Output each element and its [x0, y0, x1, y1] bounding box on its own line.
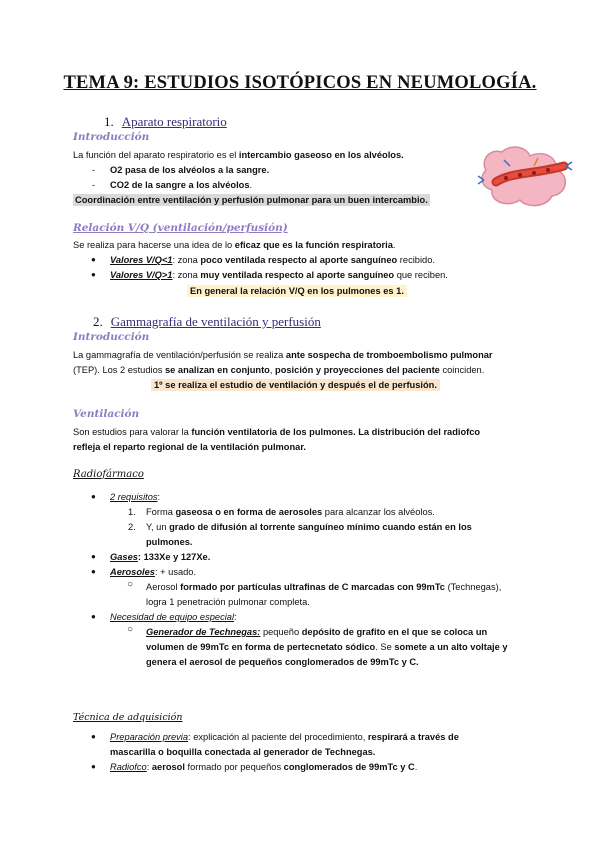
dash-item-text: CO2 de la sangre a los alvéolos.	[110, 180, 253, 190]
list-item-cont: volumen de 99mTc en forma de pertecnetato sódico. Se somete a un alto voltaje y	[146, 642, 508, 652]
list-item: Y, un grado de difusión al torrente sanguíneo mínimo cuando están en los	[146, 522, 472, 532]
list-item: 2 requisitos:	[110, 492, 161, 502]
dash-item: -	[92, 180, 96, 190]
list-num: 2.	[128, 522, 136, 532]
bullet-icon: ●	[91, 732, 96, 741]
bullet-icon: ●	[91, 567, 96, 576]
section-1-heading	[104, 114, 227, 130]
list-item: Radiofco: aerosol formado por pequeños conglomerados de 99mTc y C.	[110, 762, 418, 772]
section-number: 2.	[93, 314, 103, 329]
page-title: TEMA 9: ESTUDIOS ISOTÓPICOS EN NEUMOLOGÍA.	[63, 73, 537, 93]
highlight-coordination: Coordinación entre ventilación y perfusión pulmonar para un buen intercambio.	[75, 195, 428, 205]
list-item-cont: genera el aerosol de pequeños conglomerados de 99mTc y C.	[146, 657, 419, 667]
list-item: Preparación previa: explicación al paciente del procedimiento, respirará a través de	[110, 732, 459, 742]
relation-label: Relación V/Q (ventilación/perfusión)	[73, 222, 288, 234]
list-item: Aerosol formado por partículas ultrafinas de C marcadas con 99mTc (Technegas),	[146, 582, 502, 592]
bullet-icon: ●	[91, 270, 96, 279]
paragraph: Se realiza para hacerse una idea de lo eficaz que es la función respiratoria.	[73, 240, 396, 250]
list-num: 1.	[128, 507, 136, 517]
intro-label: Introducción	[73, 331, 150, 343]
intro-label: Introducción	[73, 131, 150, 143]
paragraph: Son estudios para valorar la función ventilatoria de los pulmones. La distribución del radiofco	[73, 427, 481, 437]
technique-label: Técnica de adquisición	[73, 712, 183, 723]
bullet-icon: ●	[91, 255, 96, 264]
dash-item: -	[92, 165, 96, 175]
list-item-cont: pulmones.	[146, 537, 193, 547]
bullet-icon: ●	[91, 762, 96, 771]
section-title: Gammagrafía de ventilación y perfusión	[110, 314, 321, 329]
section-number: 1.	[104, 114, 114, 129]
highlight-general: En general la relación V/Q en los pulmones es 1.	[187, 284, 407, 298]
paragraph: La gammagrafía de ventilación/perfusión se realiza ante sospecha de tromboembolismo pulmonar	[73, 350, 493, 360]
circle-bullet-icon: ○	[127, 624, 134, 635]
paragraph: refleja el reparto regional de la ventilación pulmonar.	[73, 442, 307, 452]
section-2-heading	[93, 314, 321, 330]
list-item-cont: mascarilla o boquilla conectada al generador de Technegas.	[110, 747, 376, 757]
section-title: Aparato respiratorio	[121, 114, 227, 129]
paragraph: (TEP). Los 2 estudios se analizan en conjunto, posición y proyecciones del paciente coinciden.	[73, 365, 485, 375]
list-item: Necesidad de equipo especial:	[110, 612, 237, 622]
list-item: Generador de Technegas: pequeño depósito de grafito en el que se coloca un	[146, 627, 488, 637]
bullet-icon: ●	[91, 552, 96, 561]
highlight-first: 1º se realiza el estudio de ventilación y después el de perfusión.	[151, 378, 440, 392]
list-item: Gases: 133Xe y 127Xe.	[110, 552, 211, 562]
bullet-icon: ●	[91, 492, 96, 501]
radiopharmaceutical-label: Radiofármaco	[73, 469, 144, 480]
paragraph: La función del aparato respiratorio es el intercambio gaseoso en los alvéolos.	[73, 150, 404, 160]
circle-bullet-icon: ○	[127, 579, 134, 590]
list-item: Aerosoles: + usado.	[110, 567, 197, 577]
list-item-cont: logra 1 penetración pulmonar completa.	[146, 597, 310, 607]
bullet-icon: ●	[91, 612, 96, 621]
list-item: Valores V/Q>1: zona muy ventilada respecto al aporte sanguíneo que reciben.	[110, 270, 448, 280]
ventilation-label: Ventilación	[73, 408, 140, 420]
list-item: Forma gaseosa o en forma de aerosoles para alcanzar los alvéolos.	[146, 507, 435, 517]
list-item: Valores V/Q<1: zona poco ventilada respecto al aporte sanguíneo recibido.	[110, 255, 435, 265]
dash-item-text: O2 pasa de los alvéolos a la sangre.	[110, 165, 270, 175]
alveolus-illustration	[476, 142, 576, 212]
